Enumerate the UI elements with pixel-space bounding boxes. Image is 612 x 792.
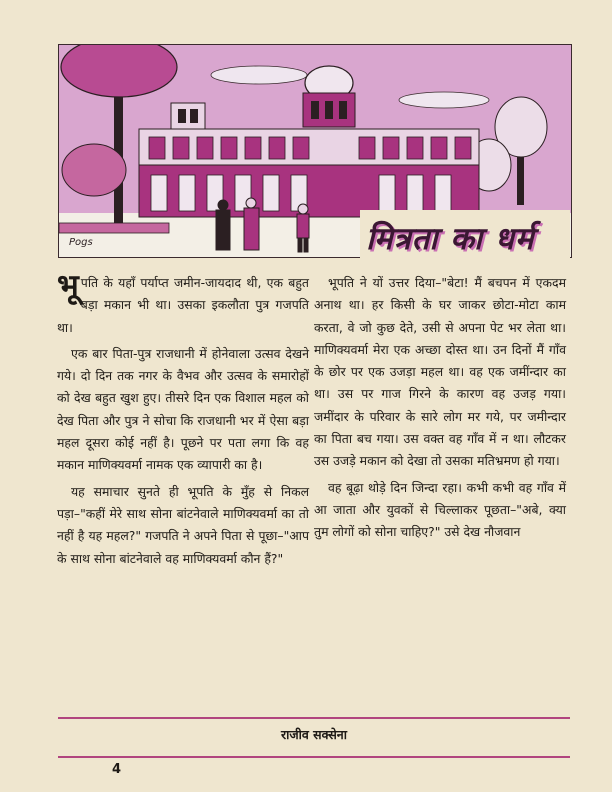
drop-cap: भू [57,268,79,304]
paragraph-text: पति के यहाँ पर्याप्त जमीन-जायदाद थी, एक बहुत बड़ा मकान भी था। उसका इकलौता पुत्र गजपति था। [57,275,309,335]
story-title: मित्रता का धर्म [366,221,535,257]
paragraph: वह बूढ़ा थोड़े दिन जिन्दा रहा। कभी कभी वह गाँव में आ जाता और युवकों से चिल्लाकर पूछता–"अबे, क्या तुम लोगों को सोना चाहिए?" उसे देख नौजवान [314,479,566,540]
paragraph [57,268,309,339]
divider [58,717,570,719]
page-number: 4 [112,762,122,777]
paragraph: भूपति ने यों उत्तर दिया–"बेटा! मैं बचपन में एकदम अनाथ था। हर किसी के घर जाकर छोटा-मोटा काम करता, वे जो कुछ देते, उसी से अपना पेट भर लेता था। माणिक्यवर्मा मेरा एक अच्छा दोस्त था। उन दिनों मैं गाँव के छोर पर एक उजड़ा महल था। वह एक जमींन्दार का था। उस पर गाज गिरने के कारण वह उजड़ गया। जमींदार के परिवार के सारे लोग मर गये, पर जमीन्दार का पिता बच गया। उस वक्त वह गाँव में न था। लौटकर उस उजड़े मकान को देखा तो उसका मतिभ्रमण हो गया। [314,275,566,469]
left-column [57,268,309,570]
artist-signature: Pogs [69,237,93,248]
paragraph: यह समाचार सुनते ही भूपति के मुँह से निकल पड़ा–"कहीं मेरे साथ सोना बांटनेवाले माणिक्यवर्मा का तो नहीं है यह महल?" गजपति ने अपने पिता से पूछा–"आप के साथ सोना बांटनेवाले वह माणिक्यवर्मा कौन हैं?" [57,483,309,566]
author-name: राजीव सक्सेना [281,727,347,742]
divider [58,756,570,758]
right-column [314,272,566,544]
paragraph: एक बार पिता-पुत्र राजधानी में होनेवाला उत्सव देखने गये। दो दिन तक नगर के वैभव और उत्सव के समारोहों को देख बहुत खुश हुए। तीसरे दिन एक विशाल महल को देख पिता और पुत्र ने सोचा कि राजधानी भर में ऐसा बड़ा महल दूसरा कोई नहीं है। पूछने पर पता लगा कि वह मकान माणिक्यवर्मा नामक एक व्यापारी का है। [57,345,309,473]
